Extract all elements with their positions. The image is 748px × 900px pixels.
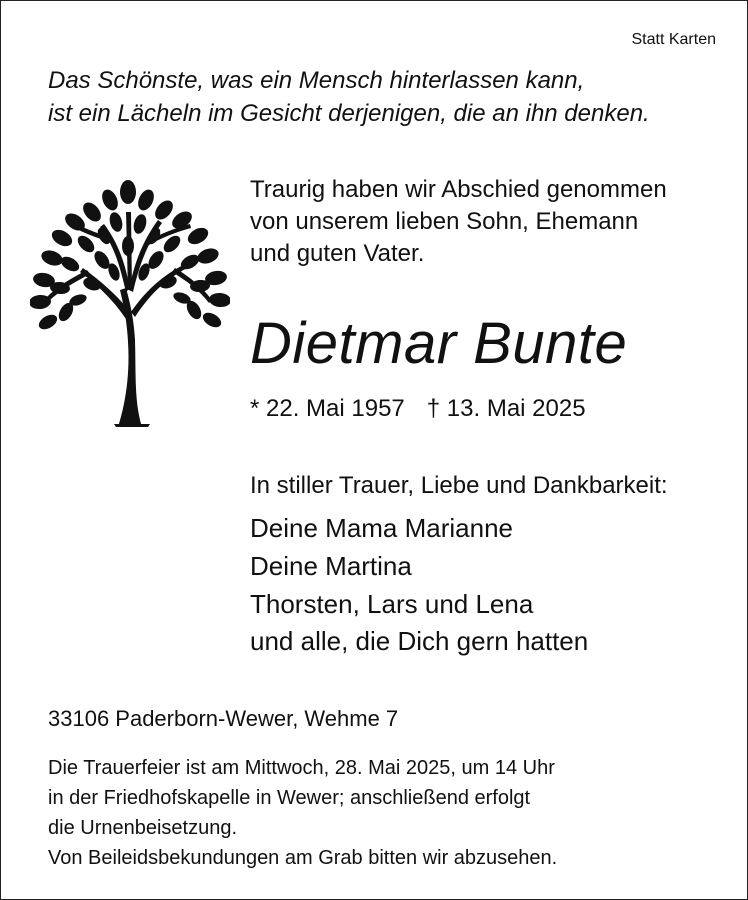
mourners-heading: In stiller Trauer, Liebe und Dankbarkeit: — [250, 472, 668, 499]
mourner-line: Deine Mama Marianne — [250, 513, 514, 543]
notice-line: die Urnenbeisetzung. — [48, 817, 238, 839]
statt-karten-note: Statt Karten — [631, 31, 716, 48]
quote-line-2: ist ein Lächeln im Gesicht derjenigen, die an ihn denken. — [48, 100, 650, 127]
notice-line: Von Beileidsbekundungen am Grab bitten wir abzusehen. — [48, 847, 558, 869]
mourner-line: Deine Martina — [250, 551, 412, 581]
address: 33106 Paderborn-Wewer, Wehme 7 — [48, 706, 399, 731]
notice-line: Die Trauerfeier ist am Mittwoch, 28. Mai 2025, um 14 Uhr — [48, 757, 555, 779]
birth-date: * 22. Mai 1957 — [250, 395, 405, 422]
intro-line-2: von unserem lieben Sohn, Ehemann — [250, 208, 639, 235]
intro-line-1: Traurig haben wir Abschied genommen — [250, 176, 667, 203]
tree-of-life-icon — [30, 172, 230, 427]
intro-line-3: und guten Vater. — [250, 240, 425, 267]
life-dates — [250, 395, 586, 423]
deceased-name: Dietmar Bunte — [250, 311, 628, 376]
quote-line-1: Das Schönste, was ein Mensch hinterlassen kann, — [48, 67, 585, 94]
notice-line: in der Friedhofskapelle in Wewer; anschließend erfolgt — [48, 787, 531, 809]
death-date: † 13. Mai 2025 — [426, 395, 586, 422]
mourner-line: und alle, die Dich gern hatten — [250, 626, 589, 656]
mourner-line: Thorsten, Lars und Lena — [250, 589, 534, 619]
